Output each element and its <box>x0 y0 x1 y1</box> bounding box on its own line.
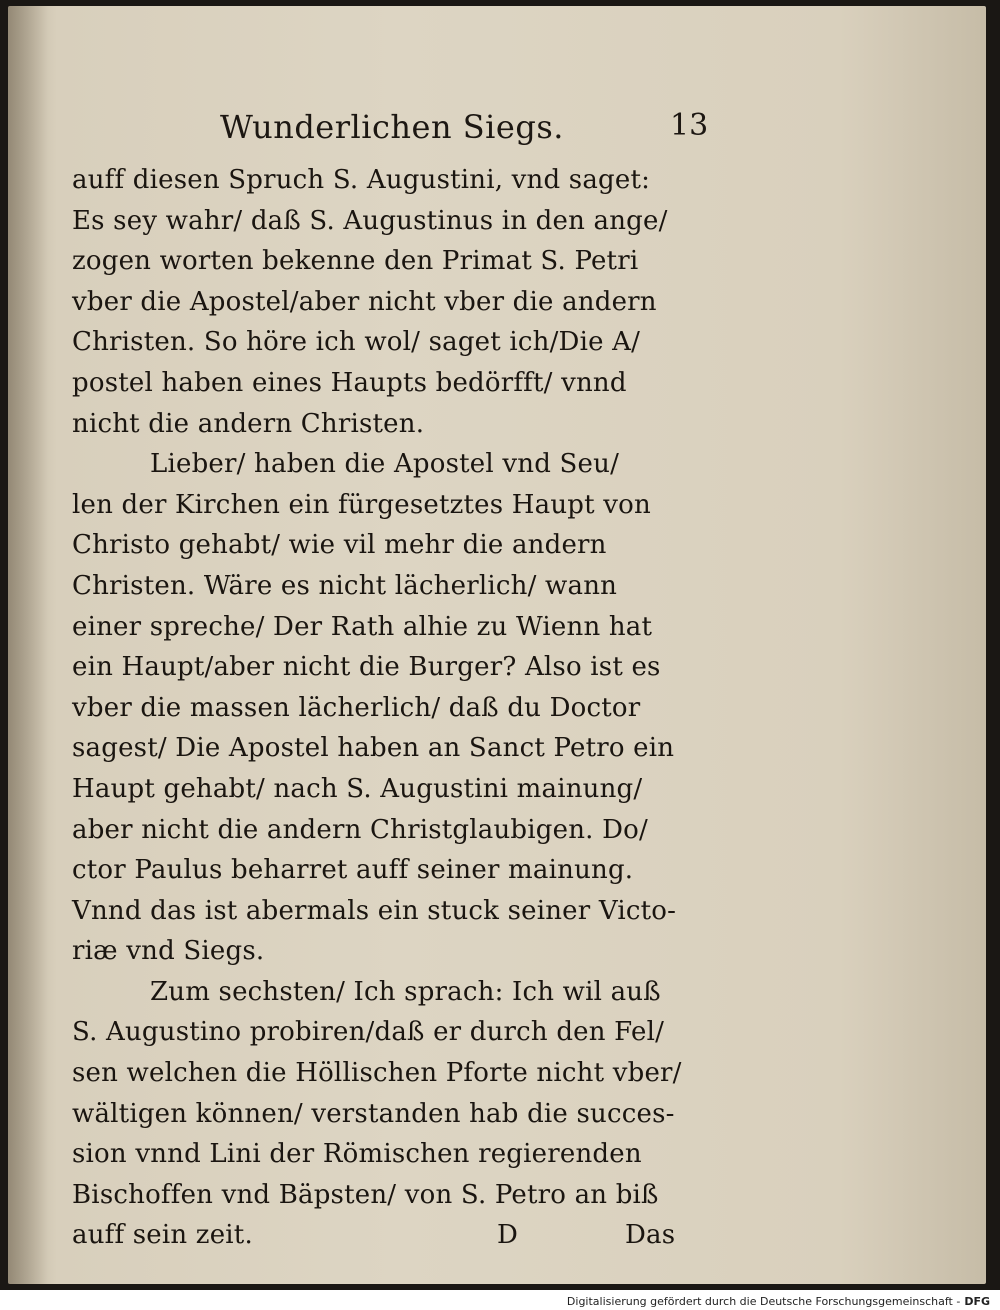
text-line: riæ vnd Siegs. <box>72 936 265 967</box>
text-line: wältigen können/ verstanden hab die succes- <box>72 1098 675 1129</box>
text-line: Bischoffen vnd Bäpsten/ von S. Petro an biß <box>72 1179 659 1210</box>
text-line: Es sey wahr/ daß S. Augustinus in den ange/ <box>72 205 668 236</box>
text-line: sion vnnd Lini der Römischen regierenden <box>72 1139 642 1170</box>
text-line: vber die massen lächerlich/ daß du Doctor <box>72 692 641 723</box>
text-line-content: auff sein zeit. <box>72 1220 253 1251</box>
footer-credit: Digitalisierung gefördert durch die Deutsche Forschungsgemeinschaft - <box>566 1294 961 1308</box>
text-line: vber die Apostel/aber nicht vber die andern <box>72 286 657 317</box>
text-line: Christen. Wäre es nicht lächerlich/ wann <box>72 570 618 601</box>
text-line: postel haben eines Haupts bedörfft/ vnnd <box>72 367 627 398</box>
text-line: nicht die andern Christen. <box>72 408 425 439</box>
text-line: auff diesen Spruch S. Augustini, vnd saget: <box>72 165 651 195</box>
text-line: einer spreche/ Der Rath alhie zu Wienn hat <box>72 611 653 642</box>
text-line: sen welchen die Höllischen Pforte nicht vber/ <box>72 1058 682 1089</box>
text-line: ein Haupt/aber nicht die Burger? Also ist es <box>72 652 661 683</box>
text-line: S. Augustino probiren/daß er durch den Fel/ <box>72 1017 665 1048</box>
paragraph-start-line: Lieber/ haben die Apostel vnd Seu/ <box>150 449 620 480</box>
body-text <box>72 160 712 1256</box>
last-text-line <box>72 1215 712 1256</box>
running-head: Wunderlichen Siegs. <box>220 108 564 146</box>
text-line: Christen. So höre ich wol/ saget ich/Die A/ <box>72 327 641 358</box>
signature-mark: D <box>497 1220 519 1251</box>
text-line: sagest/ Die Apostel haben an Sanct Petro ein <box>72 733 675 764</box>
page-header <box>220 108 720 158</box>
text-line: len der Kirchen ein fürgesetztes Haupt von <box>72 489 651 520</box>
text-line: Christo gehabt/ wie vil mehr die andern <box>72 530 607 561</box>
catchword: Das <box>625 1220 676 1251</box>
page-number: 13 <box>670 108 709 143</box>
text-line: Haupt gehabt/ nach S. Augustini mainung/ <box>72 773 643 804</box>
text-line: ctor Paulus beharret auff seiner mainung. <box>72 855 634 886</box>
digitization-footer <box>567 1292 990 1310</box>
paragraph-start-line: Zum sechsten/ Ich sprach: Ich wil auß <box>150 976 661 1007</box>
dfg-logo: DFG <box>964 1294 990 1308</box>
text-line: Vnnd das ist abermals ein stuck seiner Victo- <box>72 895 677 926</box>
text-line: zogen worten bekenne den Primat S. Petri <box>72 246 639 277</box>
text-line: aber nicht die andern Christglaubigen. Do/ <box>72 814 648 845</box>
gutter-shadow <box>8 6 48 1284</box>
